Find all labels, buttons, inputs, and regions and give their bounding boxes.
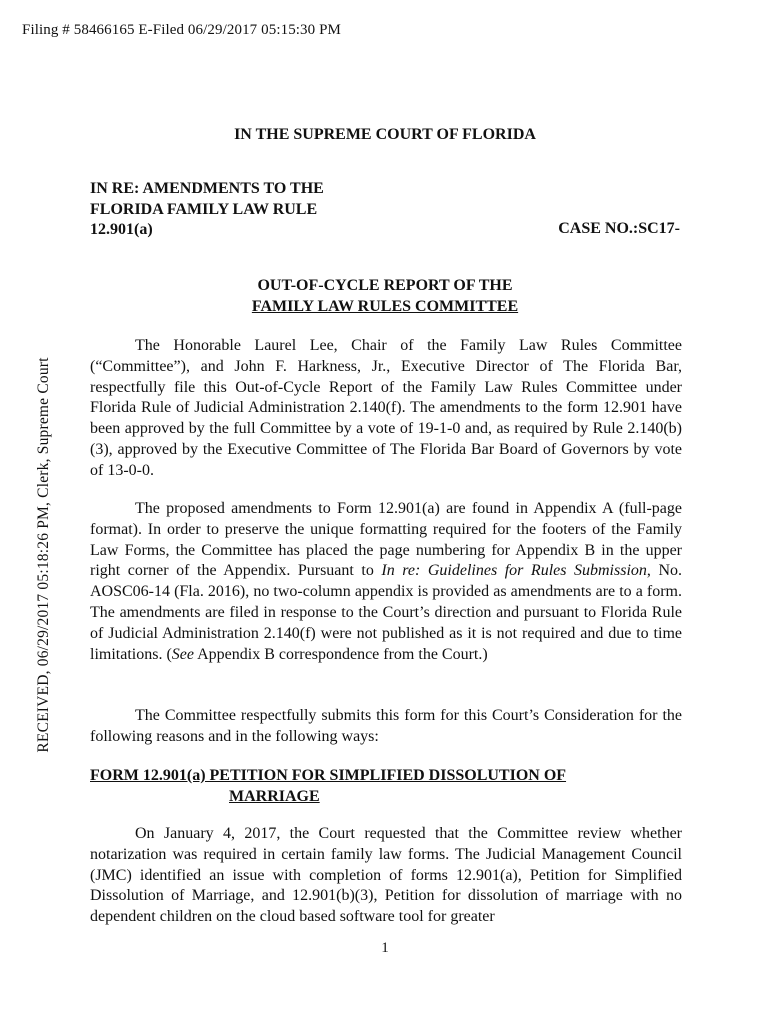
page-number: 1 xyxy=(381,940,389,956)
report-title-line-2: FAMILY LAW RULES COMMITTEE xyxy=(251,297,519,315)
in-re-caption xyxy=(90,179,324,241)
form-heading xyxy=(90,766,566,807)
court-title: IN THE SUPREME COURT OF FLORIDA xyxy=(234,126,536,143)
in-re-line-3: 12.901(a) xyxy=(90,221,153,238)
filing-header: Filing # 58466165 E-Filed 06/29/2017 05:15:30 PM xyxy=(22,22,341,38)
case-number: CASE NO.:SC17- xyxy=(558,220,680,237)
see-signal-italic: See xyxy=(171,645,194,663)
paragraph-intro: The Honorable Laurel Lee, Chair of the Family Law Rules Committee (“Committee”), and John F. Harkness, Jr., Executive Director of The Florida Bar, respectfully file this Out-of-Cycle Report of the Family Law Rules Committee under Florida Rule of Judicial Administration 2.140(f). The amendments to the form 12.901 have been approved by the full Committee by a vote of 19-1-0 and, as required by Rule 2.140(b)(3), approved by the Executive Committee of The Florida Bar Board of Governors by vote of 13-0-0. xyxy=(90,337,682,479)
paragraph-background: On January 4, 2017, the Court requested that the Committee review whether notarization was required in certain family law forms. The Judicial Management Council (JMC) identified an issue with completion of forms 12.901(a), Petition for Simplified Dissolution of Marriage, and 12.901(b)(3), Petition for dissolution of marriage with no dependent children on the cloud based software tool for greater xyxy=(90,825,682,926)
report-title xyxy=(0,276,770,317)
paragraph-appendix-text-3: Appendix B correspondence from the Court.) xyxy=(193,645,488,663)
report-title-line-1: OUT-OF-CYCLE REPORT OF THE xyxy=(257,277,513,294)
paragraph-appendix-text-2: , No. AOSC06-14 (Fla. 2016), no two-column appendix is provided as amendments are to a form. The amendments are filed in response to the Court’s direction and pursuant to Florida Rule of Judicial Administration 2.140(f) were not published as it is not required and due to time limitations. ( xyxy=(90,562,682,663)
citation-italic: In re: Guidelines for Rules Submission xyxy=(381,562,647,580)
received-stamp: RECEIVED, 06/29/2017 05:18:26 PM, Clerk, Supreme Court xyxy=(35,357,52,753)
form-heading-line-2: MARRIAGE xyxy=(229,787,320,805)
paragraph-appendix-text-1: The proposed amendments to Form 12.901(a) are found in Appendix A (full-page format). In order to preserve the unique formatting required for the footers of the Family Law Forms, the Committee has placed the page numbering for Appendix B in the upper right corner of the Appendix. Pursuant to xyxy=(90,500,682,580)
form-heading-line-1: FORM 12.901(a) PETITION FOR SIMPLIFIED DISSOLUTION OF xyxy=(90,767,567,784)
in-re-line-2: FLORIDA FAMILY LAW RULE xyxy=(90,200,318,218)
paragraph-appendix xyxy=(90,499,682,665)
in-re-line-1: IN RE: AMENDMENTS TO THE xyxy=(90,180,324,197)
paragraph-submission: The Committee respectfully submits this form for this Court’s Consideration for the following reasons and in the following ways: xyxy=(90,707,682,745)
